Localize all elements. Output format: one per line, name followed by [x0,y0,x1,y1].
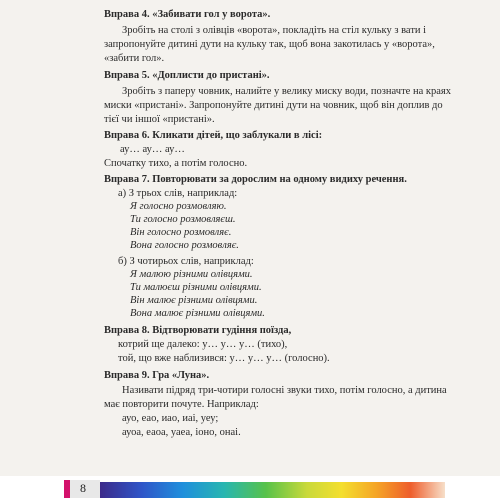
exercise-7-example-line: Він голосно розмовляє. [130,227,232,238]
exercise-7-example-line: Я малюю різними олівцями. [130,269,253,280]
exercise-6-text-line: Спочатку тихо, а потім голосно. [104,158,248,169]
exercise-4-title: Вправа 4. «Забивати гол у ворота». [104,9,271,20]
exercise-7-subsection-a-label: а) З трьох слів, наприклад: [118,188,238,199]
page-accent-marker [64,480,70,498]
exercise-6-title: Вправа 6. Кликати дітей, що заблукали в лісі: [104,130,323,141]
exercise-7-example-line: Ти голосно розмовляєш. [130,214,236,225]
exercise-7-example-line: Вона малює різними олівцями. [130,308,265,319]
exercise-8-title: Вправа 8. Відтворювати гудіння поїзда, [104,325,292,336]
exercise-5-text-line: тієї чи іншої «пристані». [104,114,215,125]
rainbow-decorative-stripe [100,482,445,498]
exercise-7-example-line: Вона голосно розмовляє. [130,240,239,251]
exercise-7-example-line: Ти малюєш різними олівцями. [130,282,262,293]
exercise-5-title: Вправа 5. «Доплисти до пристані». [104,70,270,81]
exercise-5-text-line: миски «пристані». Запропонуйте дитині дути на човник, щоб він доплив до [104,100,443,111]
exercise-5-text-line: Зробіть з паперу човник, налийте у велику миску води, позначте на краях [122,86,451,97]
page-number: 8 [80,481,86,495]
exercise-7-title: Вправа 7. Повторювати за дорослим на одному видиху речення. [104,174,407,185]
exercise-7-subsection-b-label: б) З чотирьох слів, наприклад: [118,256,254,267]
exercise-4-text-line: Зробіть на столі з олівців «ворота», покладіть на стіл кульку з вати і [122,25,427,36]
exercise-7-example-line: Він малює різними олівцями. [130,295,258,306]
exercise-9-text-line: має повторити почуте. Наприклад: [104,399,259,410]
exercise-4-text-line: запропонуйте дитині дути на кульку так, щоб вона закотилась у «ворота», [104,39,435,50]
exercise-9-example-line: ауоа, еаоа, уаеа, іоно, онаі. [122,427,241,438]
exercise-9-text-line: Називати підряд три-чотири голосні звуки тихо, потім голосно, а дитина [122,385,447,396]
exercise-9-title: Вправа 9. Гра «Луна». [104,370,210,381]
exercise-8-text-line: котрий ще далеко: у… у… у… (тихо), [118,339,288,350]
exercise-9-example-line: ауо, еао, иао, иаі, уеу; [122,413,219,424]
exercise-6-text-line: ау… ау… ау… [120,144,185,155]
exercise-8-text-line: той, що вже наблизився: у… у… у… (голосно). [118,353,330,364]
exercise-4-text-line: «забити гол». [104,53,165,64]
exercise-7-example-line: Я голосно розмовляю. [130,201,227,212]
